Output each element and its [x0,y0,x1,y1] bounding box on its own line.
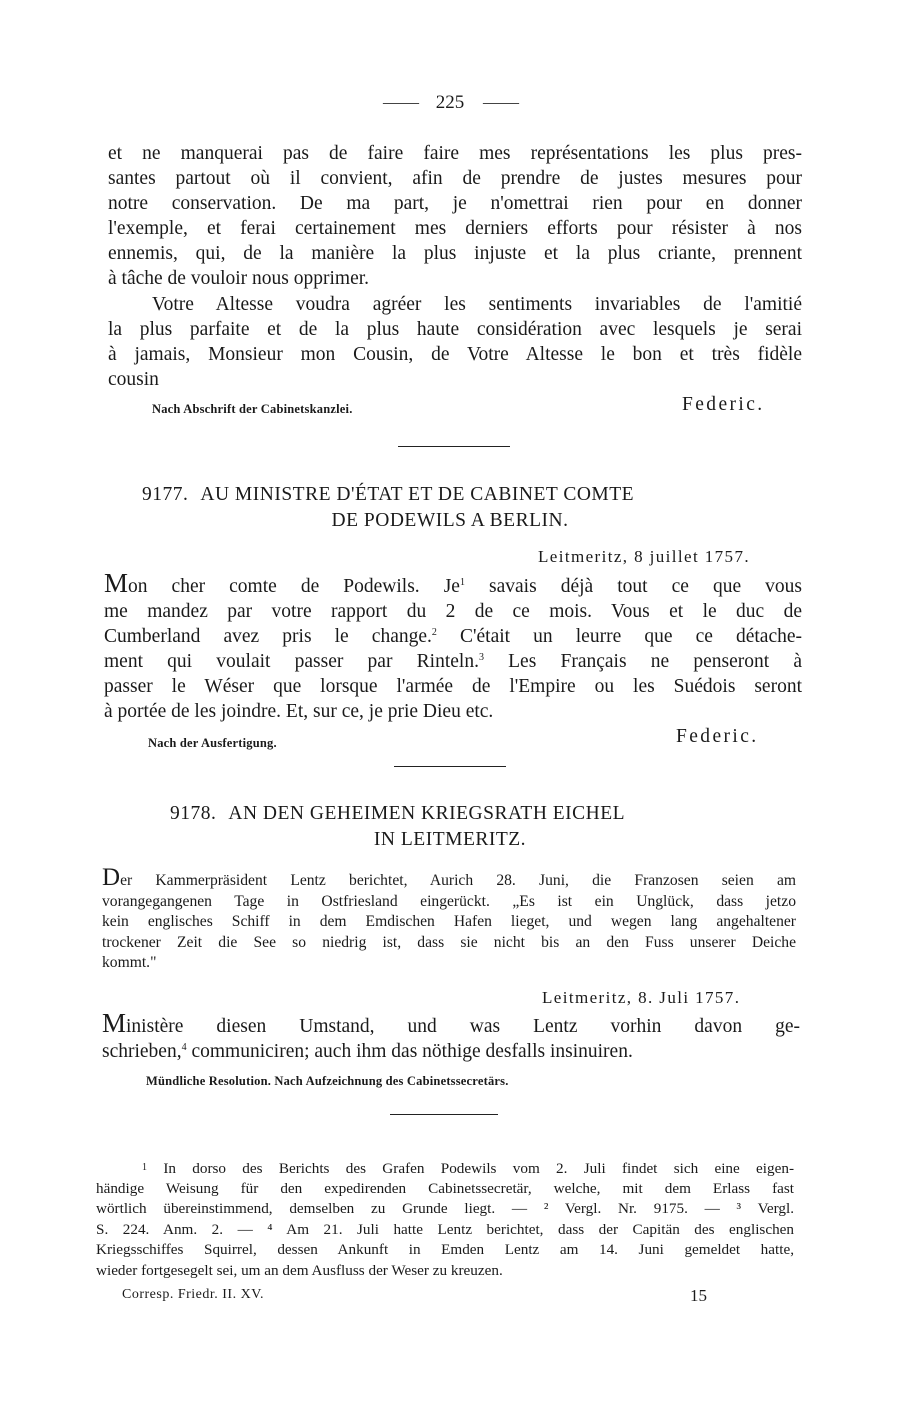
letter-number: 9178. [170,803,217,824]
place-date: Leitmeritz, 8 juillet 1757. [538,547,751,566]
footnote-line: wieder fortgesegelt sei, um an dem Ausfluss der Weser zu kreuzen. [96,1261,503,1279]
initial-letter: M [102,1008,127,1038]
source-note: Mündliche Resolution. Nach Aufzeichnung des Cabinetssecretärs. [146,1074,509,1088]
text-line: passer le Wéser que lorsque l'armée de l'Empire ou les Suédois seront [104,676,802,697]
text-line: kommt." [102,954,157,972]
signature: Federic. [676,726,759,747]
footnote-ref: 4 [181,1042,187,1053]
source-note: Nach Abschrift der Cabinetskanzlei. [152,402,353,416]
footnote-line: Kriegsschiffes Squirrel, dessen Ankunft in Emden Lentz am 14. Juni gemeldet hatte, [96,1241,794,1259]
text-line: à tâche de vouloir nous opprimer. [108,268,370,289]
footnote-line: S. 224. Anm. 2. — ⁴ Am 21. Juli hatte Lentz berichtet, dass der Capitän des englischen [96,1220,794,1238]
footnotes [96,1158,794,1282]
text-line: Mon cher comte de Podewils. Je$^1$ savais déjà tout ce que vous [104,568,802,598]
closing-paragraph [108,292,802,392]
text-line: ennemis, qui, de la manière la plus injuste et la plus criante, prennent [108,243,802,264]
footnote-ref: 3 [478,652,484,663]
letter-body [102,1008,800,1064]
text-line: l'exemple, et ferai certainement mes derniers efforts pour résister à nos [108,218,802,239]
text-line: notre conservation. De ma part, je n'omettrai rien pour en donner [108,193,802,214]
footnote-ref: 2 [431,627,437,638]
text-line: Der Kammerpräsident Lentz berichtet, Aurich 28. Juni, die Franzosen seien am [102,864,796,891]
initial-letter: M [104,568,129,598]
text-line: la plus parfaite et de la plus haute considération avec lesquels je serai [108,319,802,340]
letter-heading-line: AN DEN GEHEIMEN KRIEGSRATH EICHEL [228,803,626,824]
section-divider [394,766,506,767]
signature-mark: 15 [690,1286,707,1305]
text-line: schrieben,$^4$ communiciren; auch ihm das nöthige desfalls insinuiren. [102,1041,633,1062]
footnote-line: händige Weisung für den expedirenden Cabinetssecretär, welche, mit dem Erlass fast [96,1179,794,1197]
text-line: vorangegangenen Tage in Ostfriesland eingerückt. „Es ist ein Unglück, dass jetzo [102,892,796,910]
text-line: Votre Altesse voudra agréer les sentiments invariables de l'amitié [152,294,802,315]
text-line: Ministère diesen Umstand, und was Lentz vorhin davon ge- [102,1008,800,1038]
signature: Federic. [682,394,765,415]
letter-body [104,568,803,724]
text-line: à jamais, Monsieur mon Cousin, de Votre Altesse le bon et très fidèle [108,344,802,365]
letter-heading-line: DE PODEWILS A BERLIN. [331,510,569,531]
footnote-divider [390,1114,498,1115]
text-line: ment qui voulait passer par Rinteln.$^3$ Les Français ne penseront à [104,651,802,672]
text-line: me mandez par votre rapport du 2 de ce mois. Vous et le duc de [104,601,802,622]
footnote-ref: 1 [459,577,465,588]
letter-heading-line: IN LEITMERITZ. [373,829,527,850]
letter-heading [170,803,625,825]
footnote-line: 1 In dorso des Berichts des Grafen Podewils vom 2. Juli findet sich eine eigen- [142,1160,795,1177]
text-line: santes partout où il convient, afin de prendre de justes mesures pour [108,168,802,189]
header-dash-left: —— [383,92,417,113]
header-dash-right: —— [483,92,517,113]
letter-heading [142,484,634,506]
place-date: Leitmeritz, 8. Juli 1757. [542,988,741,1007]
section-divider [398,446,510,447]
letter-summary [102,864,796,974]
footnote-mark: 1 [142,1162,147,1173]
initial-letter: D [102,864,121,891]
text-line: Cumberland avez pris le change.$^2$ C'était un leurre que ce détache- [104,626,803,647]
page-number: 225 [435,92,465,113]
text-line: kein englisches Schiff in dem Emdischen Hafen lieget, und wegen lang angehaltener [102,913,796,931]
page-header [0,92,900,114]
letter-number: 9177. [142,484,189,505]
continuation-paragraph [108,141,802,291]
footer-reference: Corresp. Friedr. II. XV. [122,1287,265,1302]
letter-heading-line: AU MINISTRE D'ÉTAT ET DE CABINET COMTE [200,484,635,505]
text-line: et ne manquerai pas de faire faire mes représentations les plus pres- [108,143,802,164]
footnote-line: wörtlich übereinstimmend, demselben zu Grunde liegt. — ² Vergl. Nr. 9175. — ³ Vergl. [96,1200,794,1218]
source-note: Nach der Ausfertigung. [148,736,277,750]
text-line: trockener Zeit die See so niedrig ist, dass sie nicht bis an den Fuss unserer Deiche [102,933,796,951]
text-line: à portée de les joindre. Et, sur ce, je prie Dieu etc. [104,701,494,722]
text-line: cousin [108,369,159,390]
